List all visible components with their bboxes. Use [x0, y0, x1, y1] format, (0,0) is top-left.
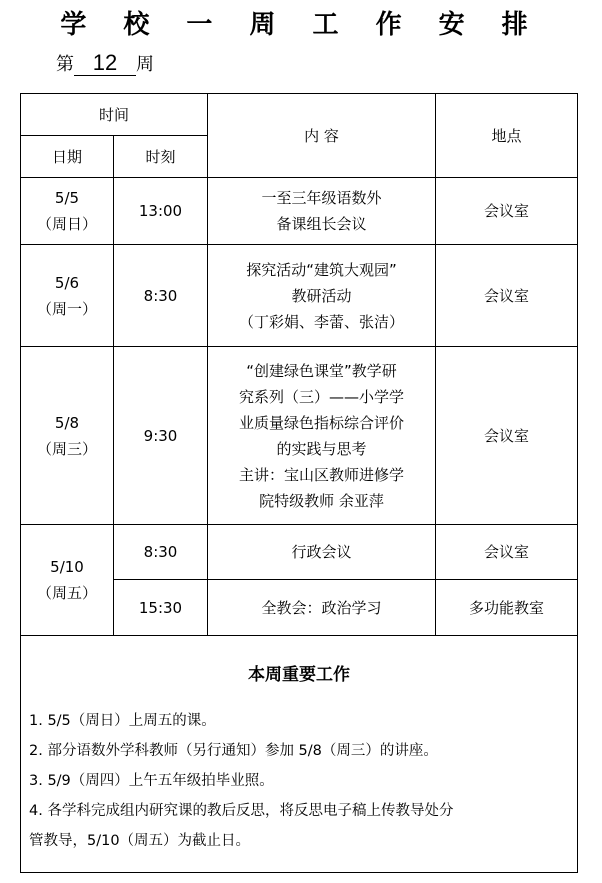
row-5-time: 15:30: [114, 580, 208, 636]
row-2-date: [21, 245, 114, 347]
week-label: [56, 50, 154, 76]
page-title: 学 校 一 周 工 作 安 排: [60, 10, 542, 40]
row-5-place: 多功能教室: [436, 580, 578, 636]
row-2-date-day: 5/6: [54, 273, 80, 292]
row-1-place: 会议室: [436, 178, 578, 245]
row-2-weekday: （周一）: [36, 299, 97, 318]
row-3-content-line-5: 主讲：宝山区教师进修学: [238, 465, 404, 484]
row-3-content-line-1: “创建绿色课堂”教学研: [246, 361, 397, 380]
row-3-content: [208, 347, 436, 525]
notes-title: 本周重要工作: [248, 665, 350, 685]
week-number: 12: [74, 51, 136, 76]
row-3-date-day: 5/8: [54, 413, 80, 432]
row-3-content-line-6: 院特级教师 余亚萍: [259, 491, 384, 510]
row-1-weekday: （周日）: [36, 215, 97, 233]
row-3-content-line-4: 的实践与思考: [276, 439, 367, 458]
row-2-content-line-3: （丁彩娟、李蕾、张洁）: [238, 312, 404, 331]
row-2-place: 会议室: [436, 245, 578, 347]
week-suffix: 周: [136, 54, 154, 75]
row-4-place: 会议室: [436, 525, 578, 580]
row-2-content-line-2: 教研活动: [291, 286, 352, 305]
row-3-content-line-3: 业质量绿色指标综合评价: [238, 413, 404, 432]
notes-item-4-continued: 管教导，5/10（周五）为截止日。: [29, 833, 251, 849]
header-moment: 时刻: [114, 136, 208, 178]
row-3-date: [21, 347, 114, 525]
row-4-date-day: 5/10: [50, 558, 84, 576]
row-1-date: [21, 178, 114, 245]
row-3-weekday: （周三）: [36, 439, 97, 458]
row-3-time: 9:30: [114, 347, 208, 525]
week-prefix: 第: [56, 54, 74, 75]
notes-item-3: 3. 5/9（周四）上午五年级拍毕业照。: [29, 773, 274, 789]
important-work-section: [21, 636, 578, 873]
row-1-date-day: 5/5: [54, 189, 80, 207]
row-4-content: 行政会议: [208, 525, 436, 580]
header-place: 地点: [436, 94, 578, 178]
row-1-content-line-2: 备课组长会议: [276, 215, 367, 233]
row-4-weekday: （周五）: [36, 584, 97, 602]
notes-item-4: 4. 各学科完成组内研究课的教后反思，将反思电子稿上传教导处分: [29, 803, 454, 819]
row-1-content: [208, 178, 436, 245]
notes-list: [29, 706, 569, 856]
row-3-place: 会议室: [436, 347, 578, 525]
row-1-content-line-1: 一至三年级语数外: [261, 189, 382, 207]
notes-item-2: 2. 部分语数外学科教师（另行通知）参加 5/8（周三）的讲座。: [29, 743, 438, 759]
row-2-content: [208, 245, 436, 347]
row-4-date: [21, 525, 114, 636]
header-time: 时间: [21, 94, 208, 136]
row-4-time: 8:30: [114, 525, 208, 580]
row-5-content: 全教会：政治学习: [208, 580, 436, 636]
row-2-time: 8:30: [114, 245, 208, 347]
row-3-content-line-2: 究系列（三）——小学学: [238, 387, 404, 406]
header-date: 日期: [21, 136, 114, 178]
notes-item-1: 1. 5/5（周日）上周五的课。: [29, 713, 216, 729]
header-content: 内 容: [208, 94, 436, 178]
schedule-table: [20, 93, 578, 873]
row-1-time: 13:00: [114, 178, 208, 245]
row-2-content-line-1: 探究活动“建筑大观园”: [246, 260, 397, 279]
